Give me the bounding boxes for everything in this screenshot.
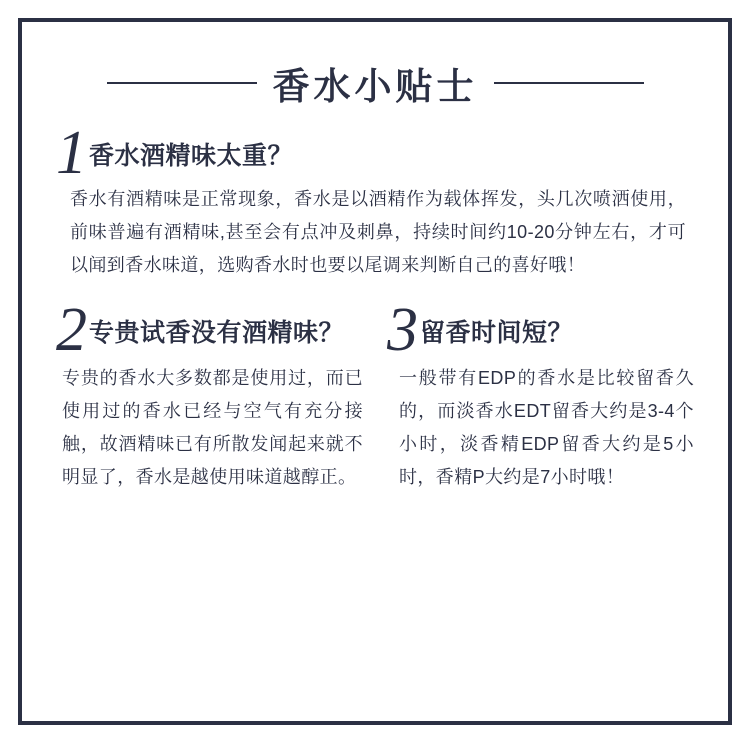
title-rule-left	[107, 82, 257, 84]
tip-2-body: 专贵的香水大多数都是使用过，而已使用过的香水已经与空气有充分接触，故酒精味已有所散发闻起来就不明显了，香水是越使用味道越醇正。	[62, 367, 363, 488]
tip-2-heading: 专贵试香没有酒精味？	[89, 319, 345, 348]
poster-content	[22, 22, 728, 721]
tip-3-heading-row	[387, 295, 694, 364]
tip-section-2	[56, 295, 363, 495]
tip-3-body: 一般带有EDP的香水是比较留香久的，而淡香水EDT留香大约是3-4个小时，淡香精EDP留香大约是5小时，香精P大约是7小时哦！	[399, 367, 694, 488]
tips-columns	[56, 295, 694, 495]
decorative-border	[18, 18, 732, 725]
tip-1-heading: 香水酒精味太重？	[89, 142, 294, 171]
page-title-text: 香水小贴士	[272, 67, 478, 108]
tip-2-heading-row	[56, 295, 363, 364]
tip-1-number: 1	[56, 119, 85, 187]
tip-1-body: 香水有酒精味是正常现象，香水是以酒精作为载体挥发，头几次喷洒使用，前味普遍有酒精味,甚至会有点冲及刺鼻，持续时间约10-20分钟左右，才可以闻到香水味道，选购香水时也要以尾调来判断自己的喜好哦！	[70, 188, 686, 276]
tip-3-number: 3	[387, 295, 416, 364]
tip-1-heading-row	[56, 119, 694, 187]
tip-3-heading: 留香时间短？	[420, 319, 574, 348]
tip-section-1	[56, 119, 694, 283]
page-title	[56, 56, 694, 110]
title-rule-right	[494, 82, 644, 84]
tip-2-number: 2	[56, 295, 85, 364]
tip-section-3	[387, 295, 694, 495]
